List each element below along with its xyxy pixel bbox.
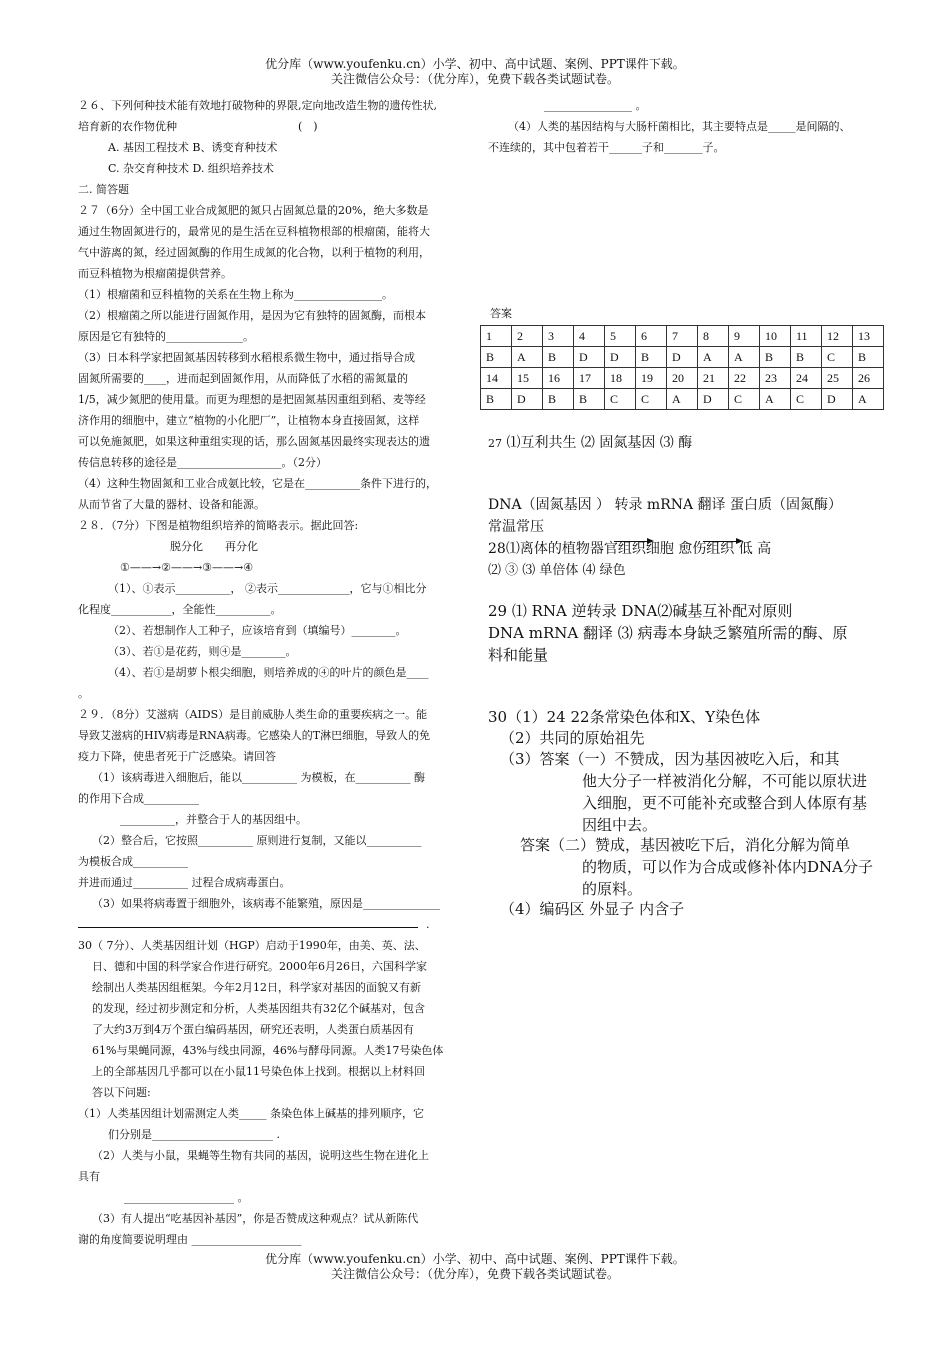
q27-part-4a: （4）这种生物固氮和工业合成氨比较，它是在__________条件下进行的， <box>78 477 437 490</box>
q30-part-4a: （4）人类的基因结构与大肠杆菌相比，其主要特点是_____是间隔的、 <box>508 120 851 133</box>
table-cell: 12 <box>822 326 853 347</box>
answer-30-part-4: （4）编码区 外显子 内含子 <box>500 900 685 918</box>
q27-part-3f: 传信息转移的途径是___________________。（2分） <box>78 456 327 469</box>
table-cell: 20 <box>667 368 698 389</box>
table-cell: A <box>760 389 791 410</box>
q28-diagram-flow: ①——→②——→③——→④ <box>120 561 254 574</box>
table-cell: A <box>729 347 760 368</box>
answer-30-part-3-c: 入细胞，更不可能补充或整合到人体原有基 <box>582 794 868 812</box>
table-cell: 5 <box>605 326 636 347</box>
table-cell: A <box>512 347 543 368</box>
q30-part-3a: （3）有人提出“吃基因补基因”，你是否赞成这种观点？试从新陈代 <box>92 1212 419 1225</box>
q29-answer-blank-continued: ________________ 。 <box>544 99 647 112</box>
q28-stem: ２８．（7分）下图是植物组织培养的简略表示。据此回答: <box>78 519 359 532</box>
q30-stem-6: 61%与果蝇同源，43%与线虫同源，46%与酵母同源。人类17号染色体 <box>92 1044 444 1057</box>
answer-27-conditions: 常温常压 <box>488 519 544 535</box>
table-cell: 14 <box>481 368 512 389</box>
table-cell: D <box>605 347 636 368</box>
q29-stem-3: 疫力下降，使患者死于广泛感染。请回答 <box>78 750 276 763</box>
answer-28-line-1: 28⑴离体的植物器官组织细胞 愈伤组织 低 高 <box>488 541 772 557</box>
footer-line-2: 关注微信公众号：（优分库），免费下载各类试题试卷。 <box>330 1267 619 1281</box>
table-cell: 11 <box>791 326 822 347</box>
table-cell: A <box>698 347 729 368</box>
table-cell: D <box>667 347 698 368</box>
answer-30-part-3-e: 答案（二）赞成，基因被吃下后，消化分解为简单 <box>520 836 851 854</box>
table-row <box>481 389 884 410</box>
table-cell: B <box>636 347 667 368</box>
left-column <box>78 95 463 1250</box>
q30-stem-5: 了大约3万到4万个蛋白编码基因，研究还表明，人类蛋白质基因有 <box>92 1023 414 1036</box>
table-cell: C <box>636 389 667 410</box>
table-cell: 1 <box>481 326 512 347</box>
table-cell: 17 <box>574 368 605 389</box>
table-cell: B <box>481 347 512 368</box>
answer-30-part-2: （2）共同的原始祖先 <box>500 729 645 747</box>
table-cell: 18 <box>605 368 636 389</box>
table-row <box>481 347 884 368</box>
q29-part-2c: 并进而通过__________ 过程合成病毒蛋白。 <box>78 876 291 889</box>
q27-part-3b: 固氮所需要的____，进而起到固氮作用，从而降低了水稻的需氮量的 <box>78 372 408 385</box>
answer-30-part-3-b: 他大分子一样被消化分解，不可能以原状进 <box>582 772 868 790</box>
section-heading-short-answer: 二. 简答题 <box>78 183 129 196</box>
table-cell: B <box>543 389 574 410</box>
q28-part-3: （3）、若①是花药，则④是________。 <box>108 645 297 658</box>
table-cell: 7 <box>667 326 698 347</box>
answer-28-line-2: ⑵ ③ ⑶ 单倍体 ⑷ 绿色 <box>488 563 626 578</box>
answer-27 <box>488 432 692 455</box>
q30-part-2a: （2）人类与小鼠，果蝇等生物有共同的基因，说明这些生物在进化上 <box>92 1149 429 1162</box>
table-cell: 24 <box>791 368 822 389</box>
q28-part-2: （2）、若想制作人工种子，应该培育到（填编号）________。 <box>108 624 407 637</box>
table-cell: B <box>760 347 791 368</box>
q27-part-2a: （2）根瘤菌之所以能进行固氮作用，是因为它有独特的固氮酶，而根本 <box>78 309 426 322</box>
table-cell: 25 <box>822 368 853 389</box>
table-cell: 15 <box>512 368 543 389</box>
q30-stem-7: 上的全部基因几乎都可以在小鼠11号染色体上找到。根据以上材料回 <box>92 1065 425 1078</box>
q27-part-3c: 1/5，减少氮肥的使用量。而更为理想的是把固氮基因重组到稻、麦等经 <box>78 393 426 406</box>
table-cell: C <box>791 389 822 410</box>
q29-part-1c: __________，并整合于人的基因组中。 <box>120 813 307 826</box>
table-cell: C <box>605 389 636 410</box>
q30-part-3b: 谢的角度简要说明理由 ____________________ <box>78 1233 302 1246</box>
table-cell: 8 <box>698 326 729 347</box>
answer-30-part-3-g: 的原料。 <box>582 880 643 898</box>
answer-29-line-3: 料和能量 <box>488 646 549 664</box>
table-cell: A <box>667 389 698 410</box>
q29-part-3-end: . <box>426 918 430 931</box>
table-cell: 6 <box>636 326 667 347</box>
q27-stem-3: 气中游离的氮，经过固氮酶的作用生成氮的化合物，以利于植物的利用， <box>78 246 430 259</box>
q27-part-4b: 从而节省了大量的器材、设备和能源。 <box>78 498 265 511</box>
table-row <box>481 368 884 389</box>
table-cell: D <box>574 347 605 368</box>
q26-stem-1: ２６、下列何种技术能有效地打破物种的界限,定向地改造生物的遗传性状, <box>78 99 437 112</box>
table-cell: B <box>574 389 605 410</box>
q28-diagram-labels: 脱分化 再分化 <box>170 540 258 553</box>
q30-part-2c: ____________________ 。 <box>124 1191 249 1204</box>
table-cell: B <box>853 347 884 368</box>
q26-options-ab: A. 基因工程技术 B、诱变育种技术 <box>108 141 278 154</box>
q29-part-3: （3）如果将病毒置于细胞外，该病毒不能繁殖，原因是______________ <box>92 897 440 910</box>
table-cell: 4 <box>574 326 605 347</box>
table-cell: D <box>698 389 729 410</box>
q29-part-2a: （2）整合后，它按照__________ 原则进行复制，又能以__________ <box>92 834 422 847</box>
table-cell: 13 <box>853 326 884 347</box>
q27-stem-1: ２７（6分）全中国工业合成氮肥的氮只占固氮总量的20%，绝大多数是 <box>78 204 429 217</box>
q28-part-4b: 。 <box>78 687 89 700</box>
table-row <box>481 326 884 347</box>
page-header <box>0 57 950 87</box>
table-cell: 2 <box>512 326 543 347</box>
q27-stem-4: 而豆科植物为根瘤菌提供营养。 <box>78 267 232 280</box>
q30-stem-2: 日、德和中国的科学家合作进行研究。2000年6月26日，六国科学家 <box>92 960 427 973</box>
q30-stem-1: 30（ 7分）、人类基因组计划（HGP）启动于1990年，由美、英、法、 <box>78 939 426 952</box>
table-cell: A <box>853 389 884 410</box>
q30-part-4b: 不连续的，其中包着若干______子和_______子。 <box>488 141 725 154</box>
table-cell: C <box>822 347 853 368</box>
table-cell: B <box>481 389 512 410</box>
page-footer <box>0 1252 950 1282</box>
q30-stem-3: 绘制出人类基因组框架。今年2月12日，科学家对基因的面貌又有新 <box>92 981 421 994</box>
q27-part-3d: 济作用的细胞中，建立“植物的小化肥厂”，让植物本身直接固氮，这样 <box>78 414 420 427</box>
table-cell: B <box>791 347 822 368</box>
answer-29-line-2: DNA mRNA 翻译 ⑶ 病毒本身缺乏繁殖所需的酶、原 <box>488 624 848 642</box>
q28-part-4a: （4）、若①是胡萝卜根尖细胞，则培养成的④的叶片的颜色是____ <box>108 666 429 679</box>
q27-stem-2: 通过生物固氮进行的，最常见的是生活在豆科植物根部的根瘤菌，能将大 <box>78 225 430 238</box>
q29-stem-2: 导致艾滋病的HIV病毒是RNA病毒。它感染人的T淋巴细胞，导致人的免 <box>78 729 431 742</box>
q30-stem-8: 答以下问题: <box>92 1086 151 1099</box>
table-cell: 9 <box>729 326 760 347</box>
q28-part-1b: 化程度___________，全能性__________。 <box>78 603 282 616</box>
q30-stem-4: 的发现，经过初步测定和分析，人类基因组共有32亿个碱基对，包含 <box>92 1002 425 1015</box>
table-cell: 19 <box>636 368 667 389</box>
footer-line-1: 优分库（www.youfenku.cn）小学、初中、高中试题、案例、PPT课件下载。 <box>265 1252 685 1266</box>
q30-part-2b: 具有 <box>78 1170 100 1183</box>
table-cell: C <box>729 389 760 410</box>
answer-27-dna-flow: DNA（固氮基因 ） 转录 mRNA 翻译 蛋白质（固氮酶） <box>488 497 843 513</box>
q26-options-cd: C. 杂交育种技术 D. 组织培养技术 <box>108 162 274 175</box>
answer-30-part-3-a: （3）答案（一）不赞成，因为基因被吃入后，和其 <box>500 750 840 768</box>
q27-part-3e: 可以免施氮肥，如果这种重组实现的话，那么固氮基因最终实现表达的遗 <box>78 435 430 448</box>
q29-part-2b: 为模板合成__________ <box>78 855 188 868</box>
answer-29-line-1: 29 ⑴ RNA 逆转录 DNA⑵碱基互补配对原则 <box>488 602 793 620</box>
q29-part-1a: （1）该病毒进入细胞后，能以__________ 为模板，在__________ 酶 <box>92 771 425 784</box>
q27-part-3a: （3）日本科学家把固氮基因转移到水稻根系微生物中，通过指导合成 <box>78 351 415 364</box>
q28-part-1a: （1）、①表示__________， ②表示_____________，它与①相比分 <box>108 582 427 595</box>
q27-part-1: （1）根瘤菌和豆科植物的关系在生物上称为________________。 <box>78 288 393 301</box>
q29-part-3-blank <box>78 915 418 928</box>
answer-30-part-3-d: 因组中去。 <box>582 816 658 834</box>
table-cell: 21 <box>698 368 729 389</box>
table-cell: 22 <box>729 368 760 389</box>
table-cell: 16 <box>543 368 574 389</box>
answer-table <box>480 325 884 410</box>
header-line-2: 关注微信公众号：（优分库），免费下载各类试题试卷。 <box>330 72 619 86</box>
right-column <box>488 95 883 158</box>
q30-part-1b: 们分别是______________________ . <box>108 1128 280 1141</box>
answer-27-number: 27 <box>488 437 502 450</box>
table-cell: 10 <box>760 326 791 347</box>
table-cell: 23 <box>760 368 791 389</box>
q26-stem-2: 培育新的农作物优种 ( ) <box>78 120 318 133</box>
answer-27-text: ⑴互利共生 ⑵ 固氮基因 ⑶ 酶 <box>506 435 693 451</box>
table-cell: 26 <box>853 368 884 389</box>
answers-label: 答案 <box>490 307 512 320</box>
table-cell: D <box>512 389 543 410</box>
table-cell: 3 <box>543 326 574 347</box>
table-cell: D <box>822 389 853 410</box>
q27-part-2b: 原因是它有独特的______________。 <box>78 330 254 343</box>
q29-stem-1: ２９．（8分）艾滋病（AIDS）是目前威胁人类生命的重要疾病之一。能 <box>78 708 428 721</box>
q30-part-1a: （1）人类基因组计划需测定人类_____ 条染色体上碱基的排列顺序，它 <box>78 1107 424 1120</box>
header-line-1: 优分库（www.youfenku.cn）小学、初中、高中试题、案例、PPT课件下载。 <box>265 57 685 71</box>
answer-30-part-3-f: 的物质，可以作为合成或修补体内DNA分子 <box>582 858 873 876</box>
answer-30-part-1: 30（1）24 22条常染色体和X、Y染色体 <box>488 708 761 726</box>
q29-part-1b: 的作用下合成__________ <box>78 792 199 805</box>
table-cell: B <box>543 347 574 368</box>
